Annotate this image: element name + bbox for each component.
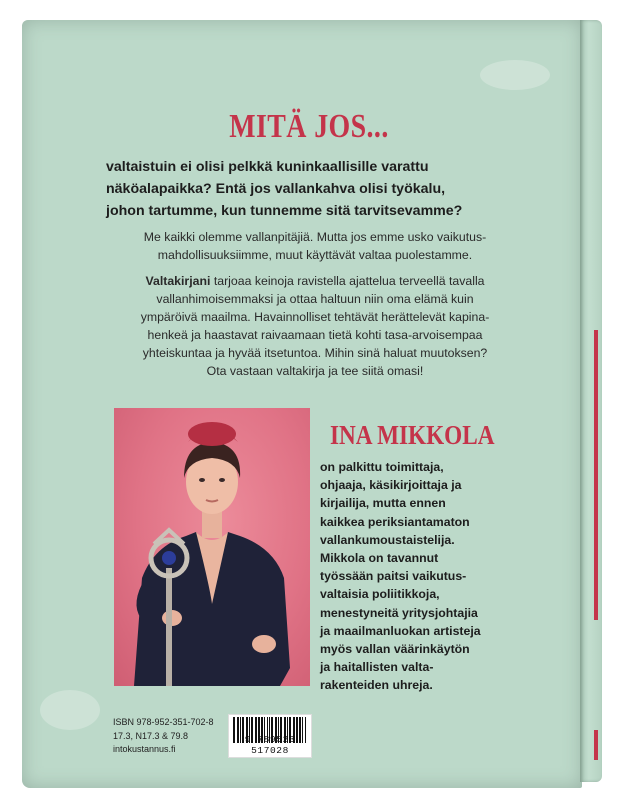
bio-line: rakenteiden uhreja.	[320, 678, 433, 693]
bio-line: valtaisia poliitikkoja,	[320, 587, 440, 602]
classification-text: 17.3, N17.3 & 79.8	[113, 730, 189, 741]
bio-line: ja haitallisten valta-	[320, 660, 434, 675]
isbn-barcode	[228, 714, 312, 758]
lead-text	[106, 156, 526, 222]
cover-wear-mark	[40, 690, 100, 730]
book-spine	[580, 20, 602, 782]
imprint-info	[113, 716, 223, 757]
spine-red-edge	[594, 330, 598, 620]
paragraph-2	[100, 272, 530, 380]
book-name-bold: Valtakirjani	[145, 274, 211, 288]
cover-headline: MITÄ JOS...	[229, 108, 389, 145]
lead-line: näköalapaikka? Entä jos vallankahva olisi työkalu,	[106, 181, 446, 197]
bio-line: vallankumoustaistelija.	[320, 532, 455, 547]
paragraph-line: yhteiskuntaa ja hyvää itsetuntoa. Mihin sinä haluat muutoksen?	[142, 346, 488, 360]
bio-line: Mikkola on tavannut	[320, 551, 439, 566]
paragraph-line: ympäröivä maailma. Havainnolliset tehtävät herättelevät kapina-	[140, 310, 490, 324]
paragraph-line: Ota vastaan valtakirja ja tee siitä omasi!	[206, 364, 424, 378]
barcode-number: 9 789523 517028	[244, 734, 296, 756]
paragraph-line: mahdollisuuksiimme, muut käyttävät valtaa puolestamme.	[157, 248, 473, 262]
isbn-text: ISBN 978-952-351-702-8	[113, 717, 214, 727]
paragraph-line-rest: tarjoaa keinoja ravistella ajattelua terveellä tavalla	[210, 274, 485, 288]
author-bio	[320, 458, 510, 695]
paragraph-line: vallanhimoisemmaksi ja ottaa haltuun niin oma elämä kuin	[156, 292, 474, 306]
author-name: INA MIKKOLA	[330, 420, 495, 450]
bio-line: kirjailija, mutta ennen	[320, 496, 446, 511]
author-photo	[114, 408, 310, 686]
bio-line: kaikkea periksiantamaton	[320, 514, 470, 529]
publisher-text: intokustannus.fi	[113, 744, 176, 754]
bio-line: ohjaaja, käsikirjoittaja ja	[320, 478, 462, 493]
author-portrait-illustration	[114, 408, 310, 686]
bio-line: menestyneitä yritysjohtajia	[320, 605, 478, 620]
paragraph-line: henkeä ja haastavat raivaamaan tietä kohti tasa-arvoisempaa	[147, 328, 483, 342]
spine-red-edge-bottom	[594, 730, 598, 760]
bio-line: on palkittu toimittaja,	[320, 460, 444, 474]
lead-line: valtaistuin ei olisi pelkkä kuninkaallisille varattu	[106, 159, 429, 175]
lead-line: johon tartumme, kun tunnemme sitä tarvitsevamme?	[106, 203, 463, 219]
paragraph-1	[100, 228, 530, 264]
bio-line: ja maailmanluokan artisteja	[320, 623, 481, 638]
paragraph-line	[100, 272, 530, 290]
bio-line: työssään paitsi vaikutus-	[320, 569, 467, 584]
cover-wear-mark	[480, 60, 550, 90]
bio-line: myös vallan väärinkäytön	[320, 642, 470, 657]
paragraph-line: Me kaikki olemme vallanpitäjiä. Mutta jos emme usko vaikutus-	[143, 230, 487, 244]
